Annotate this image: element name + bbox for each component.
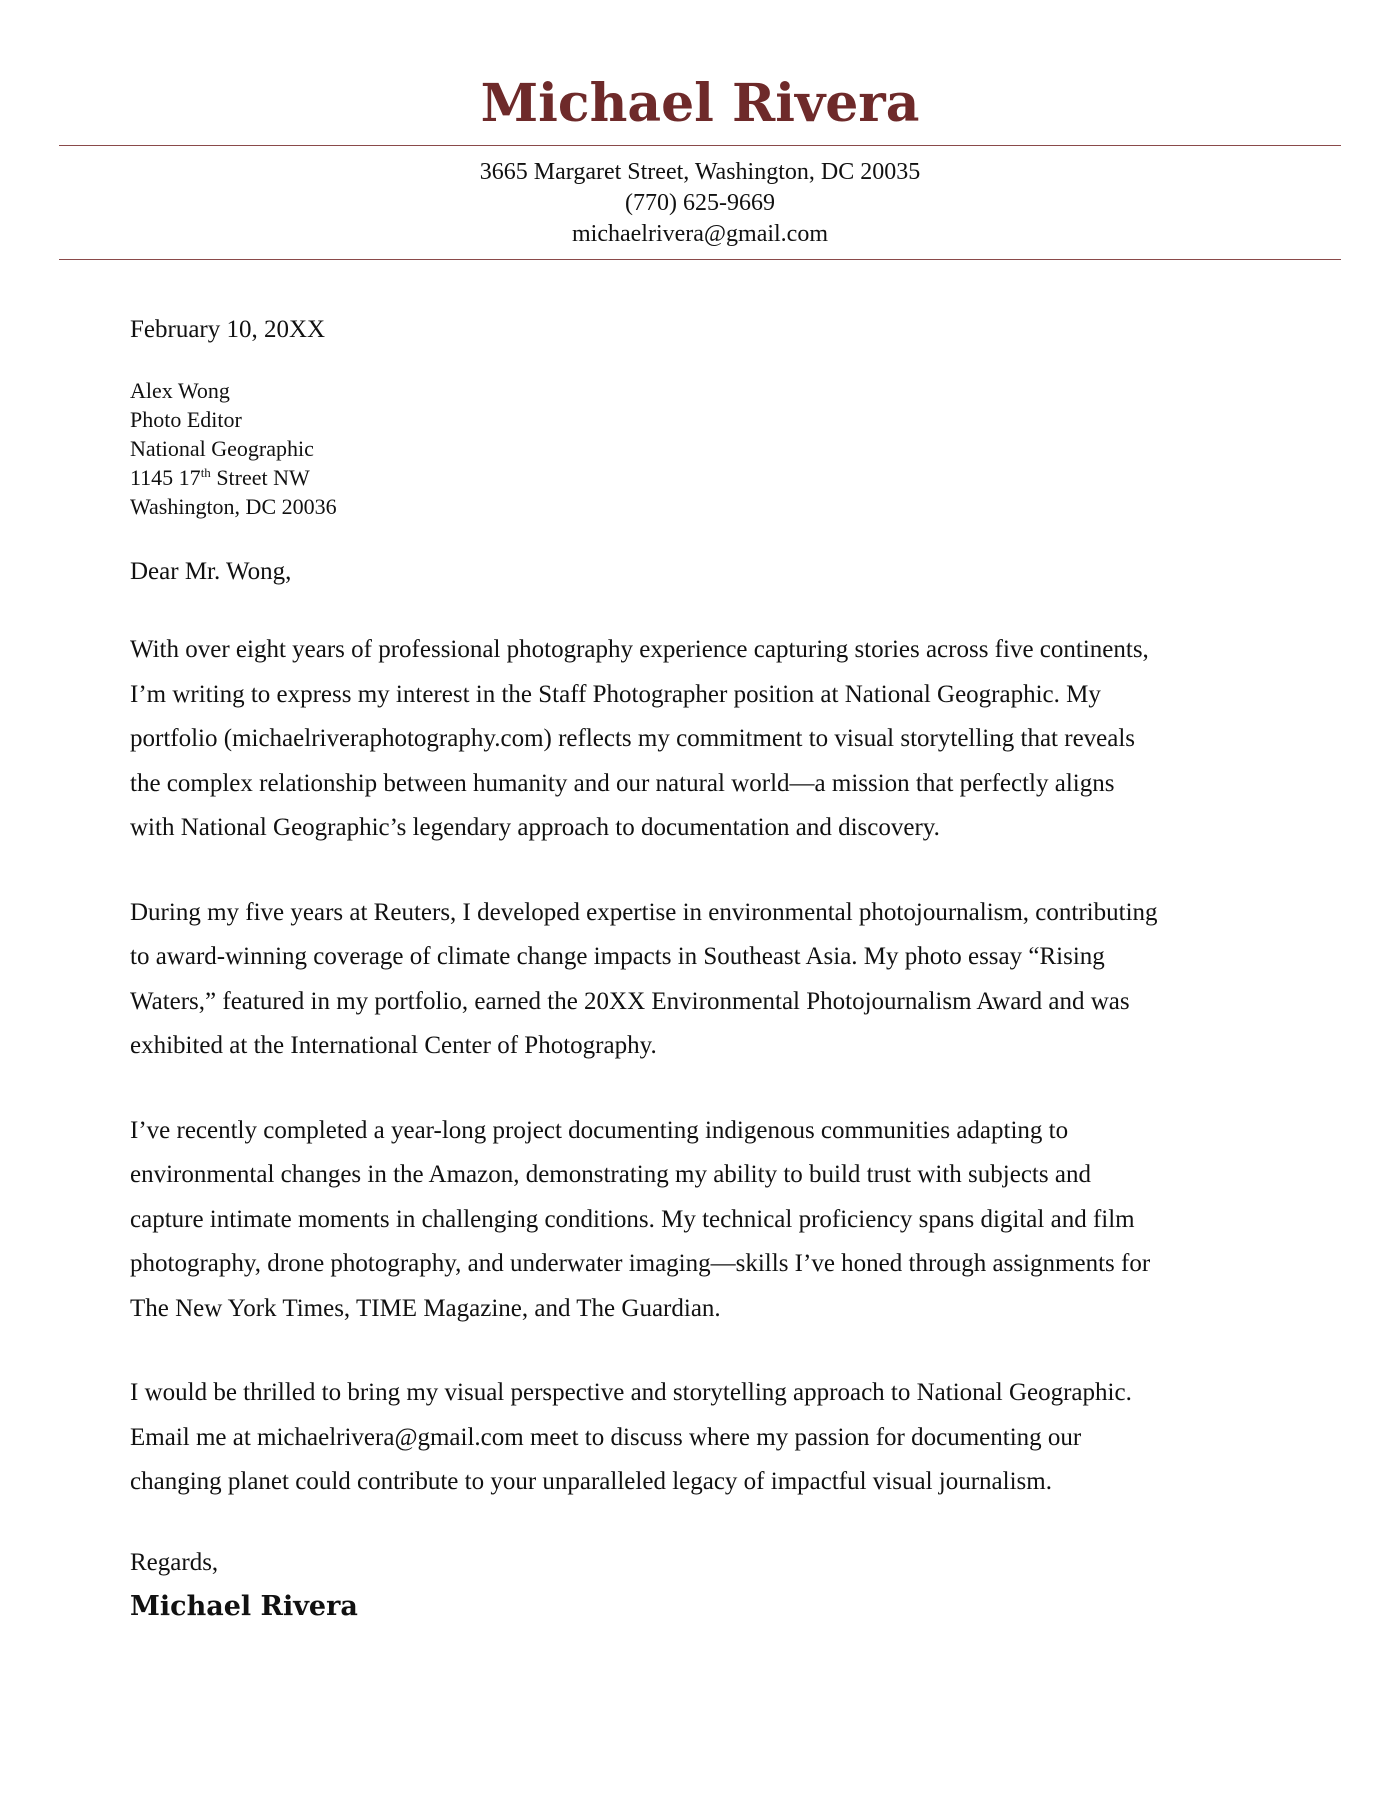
signature-name: Michael Rivera xyxy=(130,1590,358,1622)
paragraph-line: Waters,” featured in my portfolio, earned the 20XX Environmental Photojournalism Award and was xyxy=(130,987,1130,1015)
recipient-street xyxy=(130,463,1280,492)
paragraph-line: With over eight years of professional photography experience capturing stories across five continents, xyxy=(130,636,1149,663)
recipient-street-rest: Street NW xyxy=(210,465,310,490)
paragraph-line: with National Geographic’s legendary approach to documentation and discovery. xyxy=(130,814,940,841)
paragraph-1 xyxy=(130,628,1280,851)
paragraph-line: the complex relationship between humanity and our natural world—a mission that perfectly aligns xyxy=(130,769,1115,797)
header-divider-bottom xyxy=(59,259,1341,260)
recipient-street-suffix: th xyxy=(200,465,211,480)
paragraph-line: I would be thrilled to bring my visual perspective and storytelling approach to National Geographic. xyxy=(130,1379,1132,1406)
paragraph-line: Email me at michaelrivera@gmail.com meet to discuss where my passion for documenting our xyxy=(130,1423,1082,1451)
paragraph-3 xyxy=(130,1109,1280,1332)
recipient-company: National Geographic xyxy=(130,436,314,461)
paragraph-2 xyxy=(130,891,1280,1069)
header-name: Michael Rivera xyxy=(480,73,920,134)
letter-date: February 10, 20XX xyxy=(130,316,326,343)
paragraph-line: portfolio (michaelriveraphotography.com) reflects my commitment to visual storytelling that reveals xyxy=(130,725,1136,752)
header-divider-top xyxy=(59,145,1341,146)
paragraph-line: capture intimate moments in challenging conditions. My technical proficiency spans digital and film xyxy=(130,1205,1135,1233)
closing: Regards, xyxy=(130,1548,219,1576)
paragraph-line: I’ve recently completed a year-long project documenting indigenous communities adapting to xyxy=(130,1116,1069,1144)
contact-phone: (770) 625-9669 xyxy=(625,190,775,216)
paragraph-line: changing planet could contribute to your unparalleled legacy of impactful visual journalism. xyxy=(130,1468,1052,1495)
recipient-title: Photo Editor xyxy=(130,407,242,432)
recipient-street-number: 1145 17 xyxy=(130,465,201,490)
salutation: Dear Mr. Wong, xyxy=(130,558,292,585)
letter-body xyxy=(130,312,1280,1627)
paragraph-line: exhibited at the International Center of Photography. xyxy=(130,1032,657,1059)
contact-email: michaelrivera@gmail.com xyxy=(572,221,828,247)
recipient-city: Washington, DC 20036 xyxy=(130,494,337,519)
paragraph-line: During my five years at Reuters, I developed expertise in environmental photojournalism, contributing xyxy=(130,898,1158,926)
recipient-block xyxy=(130,376,1280,521)
paragraph-line: photography, drone photography, and underwater imaging—skills I’ve honed through assignments for xyxy=(130,1250,1151,1277)
paragraph-line: The New York Times, TIME Magazine, and The Guardian. xyxy=(130,1294,721,1322)
paragraph-line: environmental changes in the Amazon, demonstrating my ability to build trust with subjects and xyxy=(130,1161,1091,1188)
contact-address: 3665 Margaret Street, Washington, DC 20035 xyxy=(479,159,921,185)
paragraph-line: I’m writing to express my interest in the Staff Photographer position at National Geographic. My xyxy=(130,680,1101,708)
paragraph-line: to award-winning coverage of climate change impacts in Southeast Asia. My photo essay “Rising xyxy=(130,943,1105,970)
recipient-name: Alex Wong xyxy=(130,378,230,403)
paragraph-4 xyxy=(130,1371,1280,1505)
contact-block xyxy=(0,157,1400,250)
